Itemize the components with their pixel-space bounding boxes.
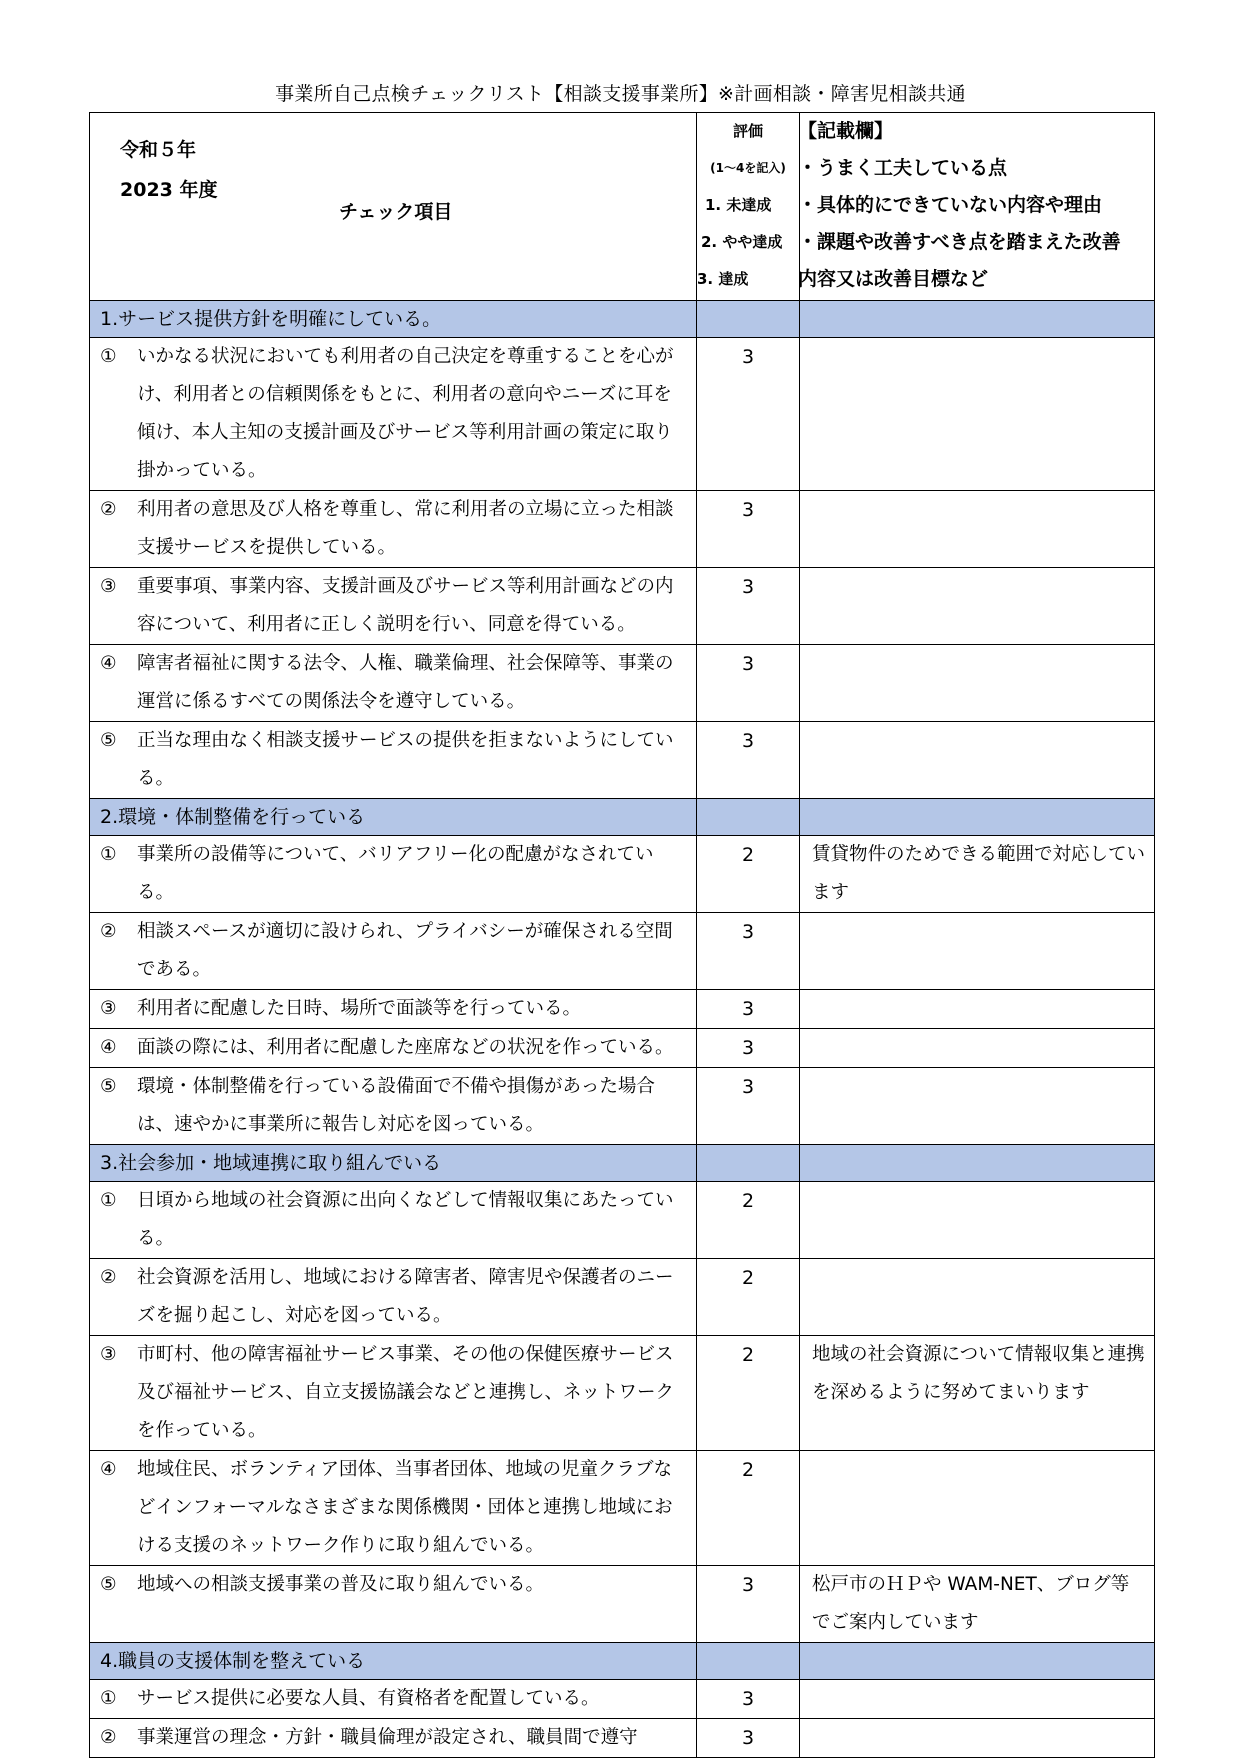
score-cell[interactable] [697,1259,800,1336]
evaluation-header [697,113,800,301]
check-item-cell [90,568,697,645]
table-row [90,1259,1155,1336]
item-number: ③ [100,1344,117,1365]
item-text: 利用者に配慮した日時、場所で面談等を行っている。 [137,998,582,1019]
item-score: 3 [741,730,755,752]
evaluation-title: 評価 [732,122,763,140]
item-note: 地域の社会資源について情報収集と連携を深めるように努めてまいります [812,1344,1145,1403]
item-score: 2 [741,1267,755,1289]
table-row [90,913,1155,990]
score-cell[interactable] [697,1566,800,1643]
item-score: 3 [741,346,755,368]
item-score: 3 [741,998,755,1020]
item-text: いかなる状況においても利用者の自己決定を尊重することを心がけ、利用者との信頼関係をもとに、利用者の意向やニーズに耳を傾け、本人主知の支援計画及びサービス等利用計画の策定に取り掛かっている。 [137,346,674,481]
checklist-table [89,112,1155,1758]
section-title-cell [90,1643,697,1680]
section-title-cell [90,799,697,836]
item-score: 3 [741,1076,755,1098]
item-score: 3 [741,1037,755,1059]
check-item-cell [90,1068,697,1145]
item-number: ② [100,1727,117,1748]
item-note: 松戸市のＨＰや WAM-NET、ブログ等でご案内しています [812,1574,1130,1633]
item-score: 3 [741,1688,755,1710]
check-item-cell [90,491,697,568]
note-cell[interactable] [800,1029,1155,1068]
item-text: サービス提供に必要な人員、有資格者を配置している。 [137,1688,600,1709]
evaluation-hint: (1～4を記入) [710,161,786,175]
note-cell[interactable] [800,1451,1155,1566]
score-cell[interactable] [697,836,800,913]
check-item-cell [90,990,697,1029]
item-score: 2 [741,1344,755,1366]
item-text: 事業運営の理念・方針・職員倫理が設定され、職員間で遵守 [137,1727,638,1748]
notes-guide-3: ・課題や改善すべき点を踏まえた改善 [798,231,1121,253]
table-row [90,1029,1155,1068]
note-cell[interactable] [800,568,1155,645]
item-score: 3 [741,576,755,598]
check-item-cell [90,1680,697,1719]
item-text: 利用者の意思及び人格を尊重し、常に利用者の立場に立った相談支援サービスを提供している。 [137,499,674,558]
note-cell[interactable] [800,1182,1155,1259]
table-row [90,645,1155,722]
item-number: ② [100,1267,117,1288]
item-text: 重要事項、事業内容、支援計画及びサービス等利用計画などの内容について、利用者に正しく説明を行い、同意を得ている。 [137,576,674,635]
section-row [90,799,1155,836]
item-text: 正当な理由なく相談支援サービスの提供を拒まないようにしている。 [137,730,674,789]
section-note-cell [800,1145,1155,1182]
item-text: 社会資源を活用し、地域における障害者、障害児や保護者のニーズを掘り起こし、対応を図っている。 [137,1267,674,1326]
score-cell[interactable] [697,568,800,645]
item-number: ⑤ [100,1574,117,1595]
item-score: 3 [741,653,755,675]
note-cell[interactable] [800,1566,1155,1643]
item-number: ② [100,921,117,942]
section-row [90,1643,1155,1680]
table-row [90,990,1155,1029]
item-number: ① [100,844,117,865]
item-text: 面談の際には、利用者に配慮した座席などの状況を作っている。 [137,1037,674,1058]
score-cell[interactable] [697,1680,800,1719]
table-row [90,1451,1155,1566]
item-number: ③ [100,998,117,1019]
notes-guide-4: 内容又は改善目標など [798,268,989,290]
item-note: 賃貸物件のためできる範囲で対応しています [812,844,1146,903]
check-item-cell [90,1566,697,1643]
note-cell[interactable] [800,338,1155,491]
item-number: ④ [100,1459,117,1480]
item-score: 3 [741,499,755,521]
note-cell[interactable] [800,913,1155,990]
section-score-cell [697,301,800,338]
score-cell[interactable] [697,1029,800,1068]
table-row [90,1336,1155,1451]
section-row [90,301,1155,338]
check-item-cell [90,645,697,722]
check-item-cell [90,1451,697,1566]
item-number: ① [100,1190,117,1211]
note-cell[interactable] [800,491,1155,568]
check-item-cell [90,836,697,913]
score-cell[interactable] [697,491,800,568]
check-items-header [90,113,697,301]
table-row [90,1680,1155,1719]
note-cell[interactable] [800,1336,1155,1451]
score-cell[interactable] [697,1068,800,1145]
check-item-cell [90,1029,697,1068]
item-number: ① [100,346,117,367]
table-row [90,1719,1155,1758]
item-score: 2 [741,844,755,866]
check-item-cell [90,338,697,491]
table-row [90,1566,1155,1643]
evaluation-option-1: 1. 未達成 [705,196,772,214]
check-item-cell [90,1182,697,1259]
item-text: 地域住民、ボランティア団体、当事者団体、地域の児童クラブなどインフォーマルなさまざまな関係機関・団体と連携し地域における支援のネットワーク作りに取り組んでいる。 [137,1459,673,1556]
score-cell[interactable] [697,1451,800,1566]
item-text: 地域への相談支援事業の普及に取り組んでいる。 [137,1574,545,1595]
item-score: 3 [741,1574,755,1596]
item-text: 市町村、他の障害福祉サービス事業、その他の保健医療サービス及び福祉サービス、自立支援協議会などと連携し、ネットワークを作っている。 [137,1344,675,1441]
note-cell[interactable] [800,1068,1155,1145]
notes-guide-1: ・うまく工夫している点 [798,157,1008,179]
score-cell[interactable] [697,338,800,491]
notes-title: 【記載欄】 [798,120,894,142]
section-note-cell [800,301,1155,338]
note-cell[interactable] [800,836,1155,913]
note-cell[interactable] [800,645,1155,722]
header-row [90,113,1155,301]
year-label-wareki: 令和５年 [120,139,197,161]
section-score-cell [697,1145,800,1182]
item-text: 環境・体制整備を行っている設備面で不備や損傷があった場合は、速やかに事業所に報告し対応を図っている。 [137,1076,655,1135]
item-number: ⑤ [100,1076,117,1097]
score-cell[interactable] [697,913,800,990]
table-row [90,1068,1155,1145]
item-number: ① [100,1688,117,1709]
score-cell[interactable] [697,990,800,1029]
evaluation-option-3: 3. 達成 [697,270,749,288]
section-score-cell [697,1643,800,1680]
score-cell[interactable] [697,645,800,722]
item-score: 3 [741,1727,755,1749]
table-row [90,338,1155,491]
note-cell[interactable] [800,1259,1155,1336]
item-text: 相談スペースが適切に設けられ、プライバシーが確保される空間である。 [137,921,673,980]
item-number: ⑤ [100,730,117,751]
section-title-cell [90,301,697,338]
note-cell[interactable] [800,1680,1155,1719]
score-cell[interactable] [697,1719,800,1758]
item-number: ② [100,499,117,520]
year-label-fiscal: 2023 年度 [120,179,218,201]
check-items-label: チェック項目 [339,201,453,223]
section-title-cell [90,1145,697,1182]
item-number: ③ [100,576,117,597]
item-score: 2 [741,1459,755,1481]
check-item-cell [90,1719,697,1758]
item-text: 日頃から地域の社会資源に出向くなどして情報収集にあたっている。 [137,1190,674,1249]
notes-guide-2: ・具体的にできていない内容や理由 [798,194,1103,216]
section-title: 1.サービス提供方針を明確にしている。 [100,308,442,330]
table-row [90,836,1155,913]
table-row [90,568,1155,645]
item-text: 事業所の設備等について、バリアフリー化の配慮がなされている。 [137,844,654,903]
document-title: 事業所自己点検チェックリスト【相談支援事業所】※計画相談・障害児相談共通 [275,83,966,105]
score-cell[interactable] [697,722,800,799]
note-cell[interactable] [800,722,1155,799]
item-text: 障害者福祉に関する法令、人権、職業倫理、社会保障等、事業の運営に係るすべての関係法令を遵守している。 [137,653,674,712]
check-item-cell [90,913,697,990]
item-score: 2 [741,1190,755,1212]
note-cell[interactable] [800,990,1155,1029]
check-item-cell [90,722,697,799]
section-note-cell [800,799,1155,836]
check-item-cell [90,1336,697,1451]
section-title: 2.環境・体制整備を行っている [100,806,366,828]
table-row [90,722,1155,799]
notes-header [800,113,1155,301]
section-note-cell [800,1643,1155,1680]
note-cell[interactable] [800,1719,1155,1758]
table-row [90,1182,1155,1259]
score-cell[interactable] [697,1182,800,1259]
check-item-cell [90,1259,697,1336]
score-cell[interactable] [697,1336,800,1451]
section-title: 4.職員の支援体制を整えている [100,1650,366,1672]
table-row [90,491,1155,568]
item-number: ④ [100,1037,117,1058]
section-row [90,1145,1155,1182]
section-title: 3.社会参加・地域連携に取り組んでいる [100,1152,442,1174]
item-score: 3 [741,921,755,943]
evaluation-option-2: 2. やや達成 [701,233,783,251]
section-score-cell [697,799,800,836]
item-number: ④ [100,653,117,674]
